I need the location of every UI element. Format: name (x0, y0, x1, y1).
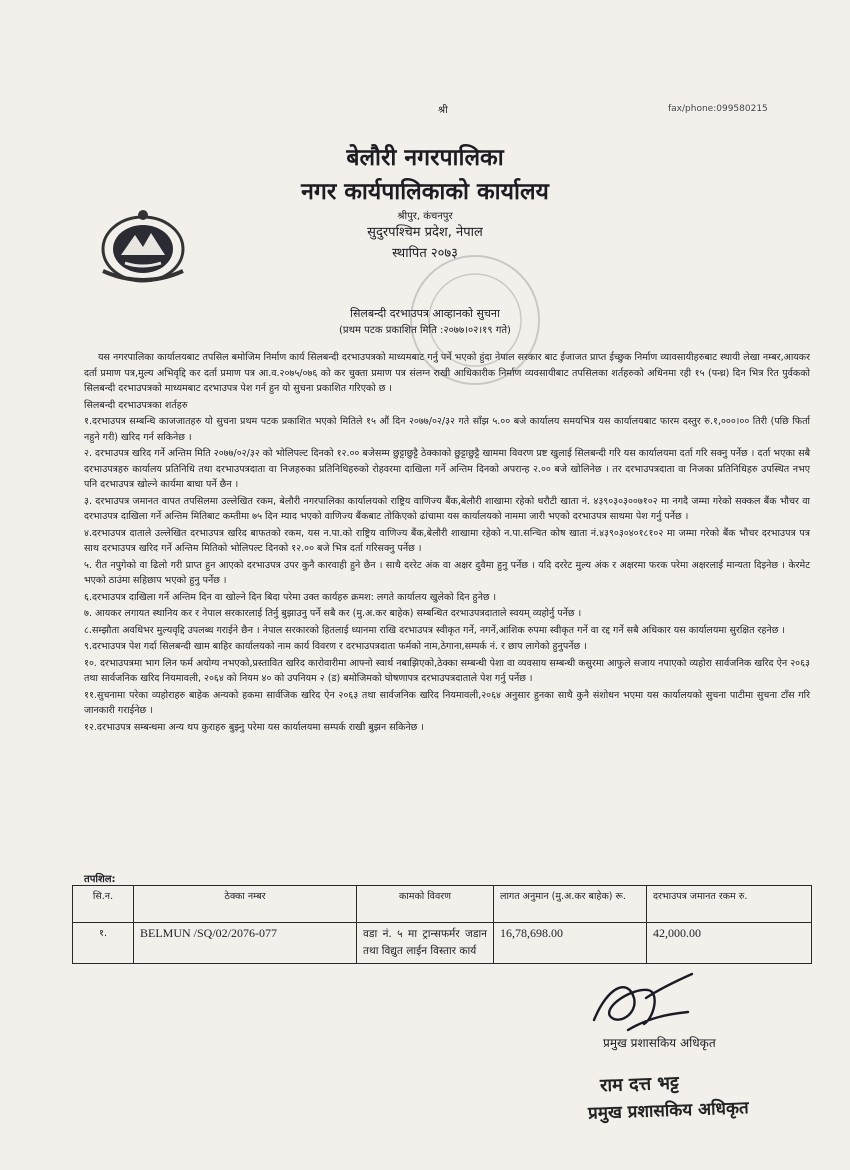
condition-item: १०. दरभाउपत्रमा भाग लिन फर्म अयोग्य नभएको,प्रस्तावित खरिद कारोवारीमा आफ्नो स्वार्थ नबाझिएको,ठेक्का सम्बन्धी पेशा वा व्यवसाय सम्बन्धी कसुरमा आफुले सजाय नपाएको व्यहोरा सार्वजनिक खरिद ऐन २०६३ तथा सार्वजनिक खरिद नियमावली, २०६४ को नियम ४० को उपनियम २ (ड) बमोजिमको घोषणापत्र दरभाउपत्रदाताले पेश गर्नु पर्नेछ । (84, 657, 810, 684)
handwritten-signature (588, 968, 698, 1038)
condition-item: ८.सम्झौता अवधिभर मुल्यवृद्दि उपलब्ध गराईने छैन । नेपाल सरकारको हितलाई ध्यानमा राखि दरभाउपत्र स्वीकृत गर्ने, नगर्ने,आंशिक रुपमा स्वीकृत गर्ने वा रद्द गर्ने सबै अधिकार यस कार्यालयमा सुरक्षित रहनेछ । (84, 624, 786, 636)
notice-publish-date: (प्रथम पटक प्रकाशित मिति :२०७७।०२।१९ गते) (339, 325, 511, 336)
address-line-1: श्रीपुर, कंचनपुर (397, 211, 453, 222)
intro-paragraph: यस नगरपालिका कार्यालयबाट तपसिल बमोजिम निर्माण कार्य सिलबन्दी दरभाउपत्रको माध्यमबाट गर्नु पर्ने भएको हुंदा नेपाल सरकार बाट ईजाजत प्राप्त ईच्छुक निर्माण व्यावसायीहरुबाट स्थायी लेखा नम्बर,आयकर दर्ता प्रमाण पत्र,मुल्य अभिवृद्दि कर दर्ता प्रमाण पत्र आ.व.२०७५/०७६ को कर चुक्ता प्रमाण पत्र संलग्न राखी आधिकारीक निर्माण व्यवसायीबाट तपसिलका शर्तहरुको अधिनमा रही १५ (पन्ध्र) दिन भित्र रित पुर्वकको सिलबन्दी दरभाउपत्रको माध्यमबाट दरभाउपत्र पेश गर्न हुन यो सुचना प्रकाशित गरिएको छ । (84, 352, 810, 394)
officer-title-stamp: प्रमुख प्रशासकिय अधिकृत (587, 1098, 749, 1124)
shree-heading: श्री (438, 105, 448, 116)
condition-item: ६.दरभाउपत्र दाखिला गर्ने अन्तिम दिन वा खोल्ने दिन बिदा परेमा उक्त कार्यहरु क्रमश: लगते कार्यालय खुलेको दिन हुनेछ । (84, 591, 497, 603)
cell-description: वडा नं. ५ मा ट्रान्सफर्मर जडान तथा विद्युत लाईन विस्तार कार्य (357, 923, 494, 964)
col-header-sn: सि.न. (73, 886, 134, 923)
col-header-bid-security: दरभाउपत्र जमानत रकम रु. (647, 886, 812, 923)
condition-item: ३. दरभाउपत्र जमानत वापत तपसिलमा उल्लेखित रकम, बेलौरी नगरपालिका कार्यालयको राष्ट्रिय वाणिज्य बैंक,बेलौरी शाखामा रहेको धरौटी खाता नं. ४३९०३०३००७१०२ मा नगदै जम्मा गरेको सक्कल बैंक भौचर वा दरभाउपत्र दाखिला गर्ने अन्तिम मितिबाट कम्तीमा ७५ दिन म्याद भएको वाणिज्य बैंकबाट तोकिएको ढांचामा यस कार्यालयको नाममा जारी भएको दरभाउपत्र साथमा पेश गर्नु पर्नेछ । (84, 495, 810, 522)
condition-item: २. दरभाउपत्र खरिद गर्ने अन्तिम मिति २०७७/०२/३२ को भोलिपल्ट दिनको १२.०० बजेसम्म छुट्टाछुट्टै ठेक्काको छुट्टाछुट्टै खाममा विवरण प्रष्ट खुलाई सिलबन्दी गरि यस कार्यालयमा दर्ता गरि सक्नु पर्नेछ । दर्ता भएका सबै दरभाउपत्रहरु कार्यालय प्रतिनिधि तथा दरभाउपत्रदाता वा निजहरुका प्रतिनिधिहरुको रोहवरमा दाखिला गर्ने अन्तिम दिनको अपरान्ह २.०० बजे खोलिनेछ । तर दरभाउपत्रदाता वा निजका प्रतिनिधिहरु उपस्थित नभए पनि दरभाउपत्र खोल्ने कार्यमा बाधा पर्ने छैन । (84, 448, 810, 490)
signatory-title: प्रमुख प्रशासकिय अधिकृत (603, 1036, 716, 1050)
col-header-description: कामको विवरण (357, 886, 494, 923)
cell-sn: १. (73, 923, 134, 964)
table-header-row (73, 886, 812, 923)
condition-item: ५. रीत नपुगेको वा ढिलो गरी प्राप्त हुन आएको दरभाउपत्र उपर कुनै कारवाही हुने छैन । साथै दररेट अंक वा अक्षर दुवैमा हुनु पर्नेछ । यदि दररेट मुल्य अंक र अक्षरमा फरक परेमा अक्षरलाई मान्यता दिइनेछ । केरमेट भएको ठाउंमा सहिछाप भएको हुनु पर्नेछ । (84, 559, 810, 586)
condition-item: १२.दरभाउपत्र सम्बन्धमा अन्य थप कुराहरु बुझ्नु परेमा यस कार्यालयमा सम्पर्क राखी बुझन सकिनेछ । (84, 721, 424, 733)
condition-item: ११.सुचनामा परेका व्यहोराहरु बाहेक अन्यको हकमा सार्वजिक खरिद ऐन २०६३ तथा सार्वजनिक खरिद नियमावली,२०६४ अनुसार हुनका साथै कुनै संशोधन भएमा यस कार्यालयको सुचना पाटीमा सुचना टाँस गरि जानकारी गराईनेछ । (84, 689, 810, 716)
officer-name-stamp: राम दत्त भट्ट (599, 1072, 680, 1097)
municipality-name: बेलौरी नगरपालिका (346, 145, 504, 171)
cell-cost: 16,78,698.00 (494, 923, 647, 964)
col-header-tender-no: ठेक्का नम्बर (134, 886, 357, 923)
cell-tender-no: BELMUN /SQ/02/2076-077 (134, 923, 357, 964)
address-line-2: सुदुरपश्चिम प्रदेश, नेपाल (367, 225, 483, 240)
notice-body (84, 350, 810, 736)
condition-item: ७. आयकर लगायत स्थानिय कर र नेपाल सरकारलाई तिर्नु बुझाउनु पर्ने सबै कर (मु.अ.कर बाहेक) सम्बन्धित दरभाउपत्रदाताले स्वयम् व्यहोर्नु पर्नेछ । (84, 608, 582, 619)
col-header-cost: लागत अनुमान (मु.अ.कर बाहेक) रू. (494, 886, 647, 923)
schedule-label: तपशिल: (84, 874, 116, 885)
fax-phone: fax/phone:099580215 (668, 104, 768, 114)
table-row (73, 923, 812, 964)
condition-item: १.दरभाउपत्र सम्बन्धि काजजातहरु यो सुचना प्रथम पटक प्रकाशित भएको मितिले १५ औं दिन २०७७/०२/३२ गते साँझ ५.०० बजे कार्यालय समयभित्र यस कार्यालयबाट फारम दस्तुर रु.१,०००।०० तिरी (पछि फिर्ता नहुने गरी) खरिद गर्न सकिनेछ । (84, 416, 810, 443)
established-year: स्थापित २०७३ (392, 246, 458, 261)
tender-table (72, 885, 812, 964)
condition-item: ९.दरभाउपत्र पेश गर्दा सिलबन्दी खाम बाहिर कार्यालयको नाम कार्य विवरण र दरभाउपत्रदाता फर्मको नाम,ठेगाना,सम्पर्क नं. र छाप लागेको हुनुपर्नेछ । (84, 641, 587, 652)
notice-title: सिलबन्दी दरभाउपत्र आव्हानको सुचना (350, 307, 500, 320)
cell-bid-security: 42,000.00 (647, 923, 812, 964)
condition-item: ४.दरभाउपत्र दाताले उल्लेखित दरभाउपत्र खरिद बाफतको रकम, यस न.पा.को राष्ट्रिय वाणिज्य बैंक,बेलौरी शाखामा रहेको न.पा.सन्चित कोष खाता नं.४३९०३०४०१८१०२ मा जम्मा गरेको बैंक भौचर दरभाउपत्र पत्र साथ दरभाउपत्र खरिद गर्ने अन्तिम मितिको भोलिपल्ट दिनको १२.०० बजे भित्र दर्ता गरिसक्नु पर्नेछ । (84, 527, 810, 554)
office-name: नगर कार्यपालिकाको कार्यालय (301, 179, 549, 205)
conditions-heading: सिलबन्दी दरभाउपत्रका शर्तहरु (84, 399, 188, 411)
